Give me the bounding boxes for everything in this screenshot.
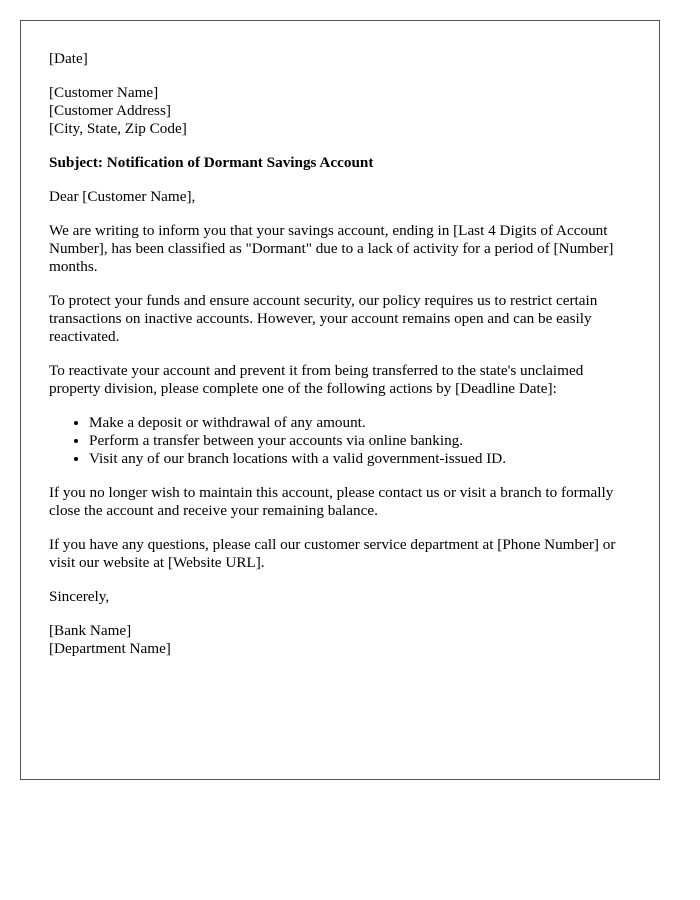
sender-bank: [Bank Name]: [49, 622, 132, 639]
sender-block: [49, 622, 631, 658]
letter-subject: Subject: Notification of Dormant Savings Account: [49, 154, 374, 171]
signoff: Sincerely,: [49, 588, 110, 605]
salutation: Dear [Customer Name],: [49, 188, 196, 205]
body-paragraph: To protect your funds and ensure account security, our policy requires us to restrict certain transactions on inactive accounts. However, your account remains open and can be easily reactivated.: [49, 292, 598, 345]
body-paragraph: To reactivate your account and prevent it from being transferred to the state's unclaimed property division, please complete one of the following actions by [Deadline Date]:: [49, 362, 584, 397]
letter-page: [20, 20, 660, 780]
action-item: • Perform a transfer between your accounts via online banking.: [89, 432, 631, 450]
closing-paragraph: If you no longer wish to maintain this account, please contact us or visit a branch to formally close the account and receive your remaining balance.: [49, 484, 614, 519]
recipient-city: [City, State, Zip Code]: [49, 120, 187, 137]
action-item: • Make a deposit or withdrawal of any amount.: [89, 414, 631, 432]
recipient-name: [Customer Name]: [49, 84, 159, 101]
sender-department: [Department Name]: [49, 640, 171, 657]
recipient-address: [Customer Address]: [49, 102, 171, 119]
action-list: [49, 414, 631, 468]
body-paragraph: We are writing to inform you that your savings account, ending in [Last 4 Digits of Account Number], has been classified as "Dormant" due to a lack of activity for a period of [Number] months.: [49, 222, 614, 275]
action-item: • Visit any of our branch locations with a valid government-issued ID.: [89, 450, 631, 468]
closing-paragraph: If you have any questions, please call our customer service department at [Phone Number] or visit our website at [Website URL].: [49, 536, 616, 571]
recipient-block: [49, 84, 631, 138]
letter-date: [Date]: [49, 50, 88, 67]
